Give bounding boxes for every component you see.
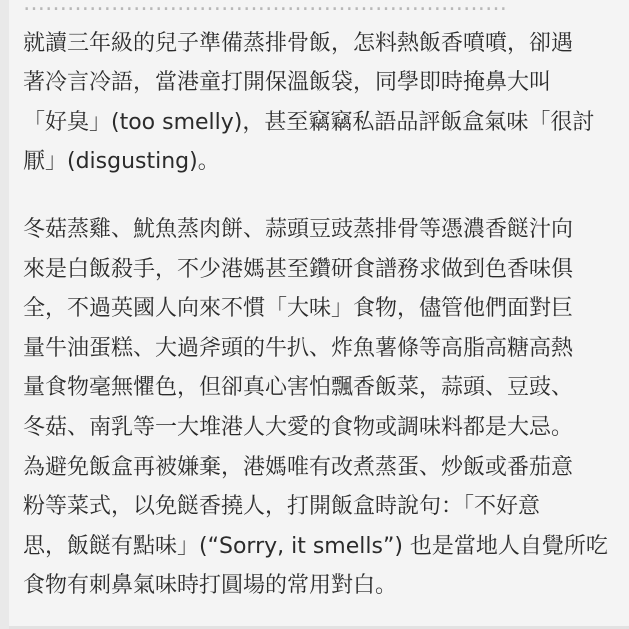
left-margin-bar [0,0,9,629]
article-body [23,0,618,606]
text-line: 「好臭」(too smelly)，甚至竊竊私語品評飯盒氣味「很討 [23,109,595,135]
text-line: 就讀三年級的兒子準備蒸排骨飯，怎料熱飯香噴噴，卻遇 [23,30,574,56]
text-line: 厭」(disgusting)。 [23,149,220,175]
text-line: 來是白飯殺手，不少港媽甚至鑽研食譜務求做到色香味俱 [23,256,574,282]
text-line: ………………………………………………………… [23,0,507,16]
paragraph-gap [23,182,618,210]
paragraph-2 [23,210,618,606]
text-line: 冬菇蒸雞、魷魚蒸肉餅、蒜頭豆豉蒸排骨等憑濃香餸汁向 [23,216,574,242]
paragraph-1 [23,0,618,182]
text-line: 量食物毫無懼色，但卻真心害怕飄香飯菜，蒜頭、豆豉、 [23,375,574,401]
text-line: 冬菇、南乳等一大堆港人大愛的食物或調味料都是大忌。 [23,414,574,440]
text-line: 量牛油蛋糕、大過斧頭的牛扒、炸魚薯條等高脂高糖高熱 [23,335,574,361]
text-line: 思，飯餸有點味」(“Sorry, it smells”) 也是當地人自覺所吃 [23,533,608,559]
text-line: 粉等菜式，以免餸香撓人，打開飯盒時說句：「不好意 [23,494,541,520]
text-line: 著冷言冷語，當港童打開保溫飯袋，同學即時掩鼻大叫 [23,70,552,96]
text-line: 全，不過英國人向來不慣「大味」食物，儘管他們面對巨 [23,296,574,322]
text-line: 為避免飯盒再被嫌棄，港媽唯有改煮蒸蛋、炒飯或番茄意 [23,454,574,480]
text-line: 食物有刺鼻氣味時打圓場的常用對白。 [23,573,398,599]
